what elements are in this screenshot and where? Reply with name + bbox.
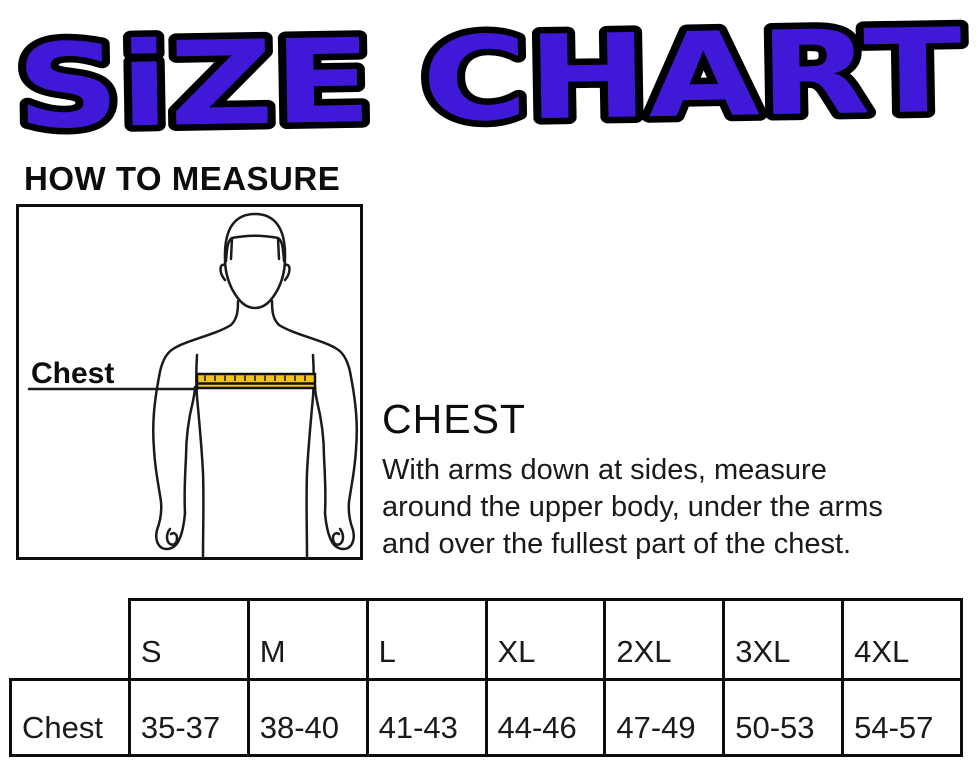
chest-value-4xl: 54-57: [843, 680, 962, 756]
body-left: [153, 301, 238, 557]
body-right: [272, 301, 357, 557]
table-corner-cell: [11, 600, 130, 680]
row-label-chest: Chest: [11, 680, 130, 756]
col-header-2xl: 2XL: [605, 600, 724, 680]
chest-value-m: 38-40: [248, 680, 367, 756]
col-header-l: L: [367, 600, 486, 680]
measurement-diagram: [16, 204, 363, 560]
chest-value-s: 35-37: [129, 680, 248, 756]
instruction-line: With arms down at sides, measure: [382, 454, 827, 486]
size-table-header-row: [11, 600, 962, 680]
size-table-chest-row: [11, 680, 962, 756]
col-header-xl: XL: [486, 600, 605, 680]
chest-instructions: [382, 452, 978, 563]
chest-value-l: 41-43: [367, 680, 486, 756]
title-text: SiZE CHART: [14, 6, 780, 152]
torso-figure: [19, 207, 360, 557]
chest-section-heading: CHEST: [382, 396, 526, 442]
diagram-chest-label: Chest: [31, 357, 115, 390]
instruction-line: and over the fullest part of the chest.: [382, 528, 852, 560]
col-header-m: M: [248, 600, 367, 680]
page-title: [0, 0, 978, 152]
measuring-tape-icon: [197, 374, 315, 388]
chest-value-xl: 44-46: [486, 680, 605, 756]
title-art: [0, 0, 978, 152]
col-header-4xl: 4XL: [843, 600, 962, 680]
col-header-3xl: 3XL: [724, 600, 843, 680]
instruction-line: around the upper body, under the arms: [382, 491, 883, 523]
chest-value-3xl: 50-53: [724, 680, 843, 756]
head-outline: [225, 214, 285, 308]
chest-value-2xl: 47-49: [605, 680, 724, 756]
how-to-measure-heading: HOW TO MEASURE: [24, 160, 341, 197]
col-header-s: S: [129, 600, 248, 680]
hair-line: [226, 236, 284, 261]
size-table: [9, 598, 963, 757]
